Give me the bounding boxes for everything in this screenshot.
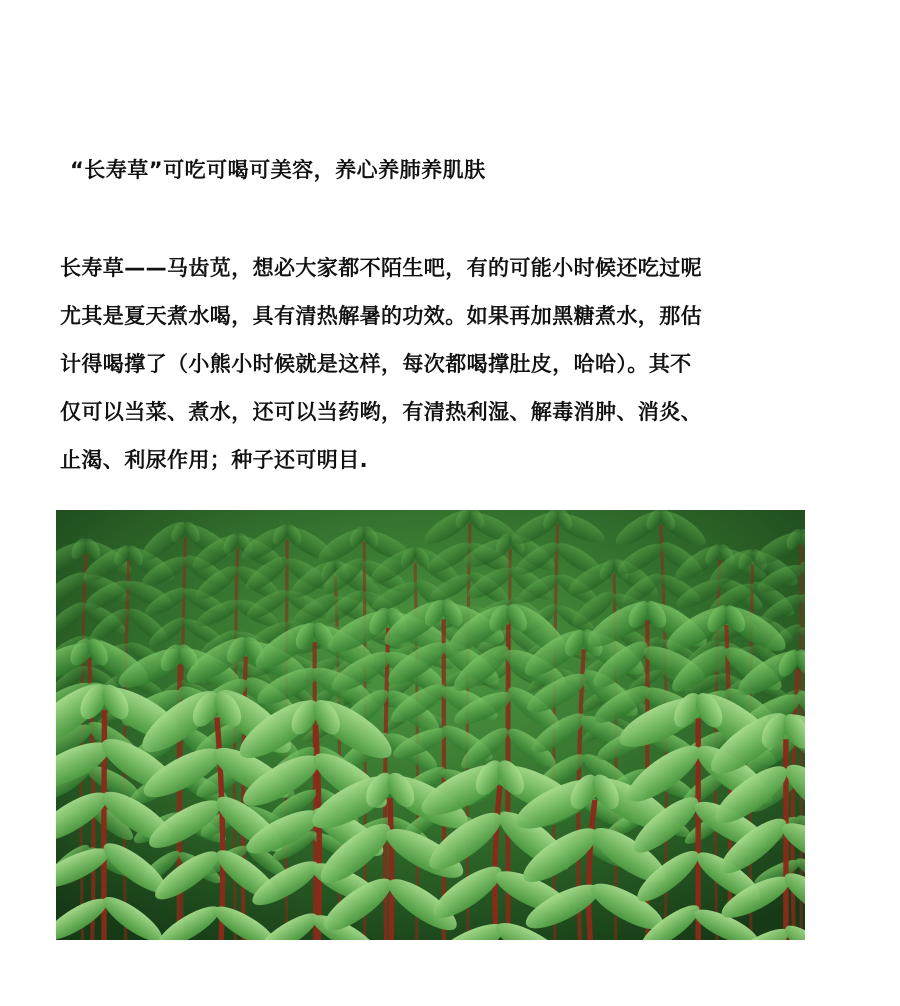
paragraph-line: 仅可以当菜、煮水，还可以当药哟，有清热利湿、解毒消肿、消炎、 (60, 400, 702, 424)
purslane-plants-illustration (56, 510, 805, 940)
paragraph-line: 计得喝撑了（小熊小时候就是这样，每次都喝撑肚皮，哈哈）。其不 (60, 352, 692, 376)
paragraph-line: 长寿草——马齿苋，想必大家都不陌生吧，有的可能小时候还吃过呢 (60, 256, 702, 280)
stem-shape (390, 798, 392, 940)
paragraph-line: 止渴、利尿作用；种子还可明目. (60, 448, 368, 472)
article-heading: “长寿草”可吃可喝可美容，养心养肺养肌肤 (70, 158, 486, 182)
article-paragraph (60, 248, 800, 488)
purslane-photo (56, 510, 805, 940)
paragraph-line: 尤其是夏天煮水喝，具有清热解暑的功效。如果再加黑糖煮水，那估 (60, 304, 702, 328)
